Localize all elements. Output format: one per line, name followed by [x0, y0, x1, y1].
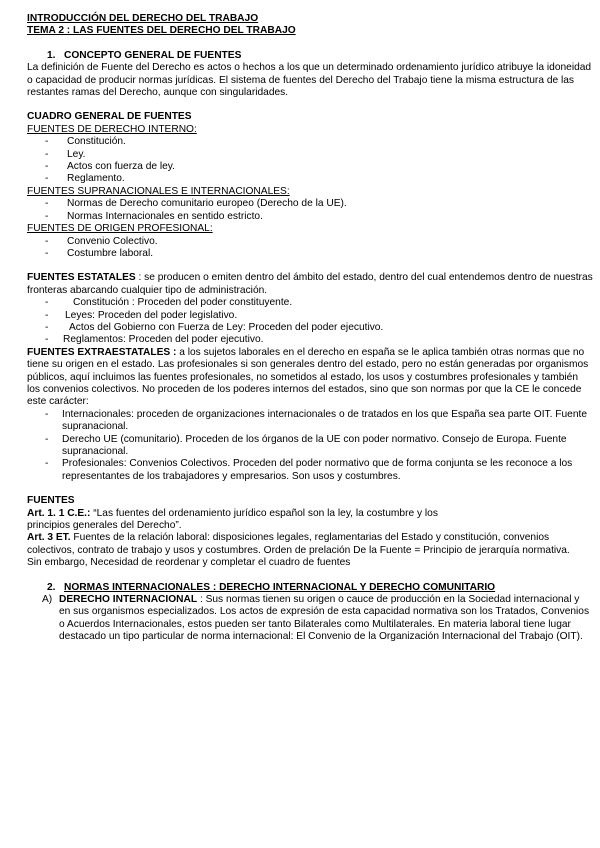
art-3-label: Art. 3 ET.	[27, 532, 71, 544]
art-1-label: Art. 1. 1 C.E.:	[27, 507, 91, 519]
list-item: - Costumbre laboral.	[27, 248, 593, 260]
list-item: - Ley.	[27, 149, 593, 161]
art-1-text-continued: principios generales del Derecho”.	[27, 520, 182, 532]
section-2-heading	[27, 582, 593, 594]
art-3-text: Fuentes de la relación laboral: disposiciones legales, reglamentarias del Estado y constitución, convenios colectivos, contrato de trabajo y usos y costumbres. Orden de prelación De la Fuente = Principio de jerarquía normativa.	[27, 532, 570, 556]
cuadro-title: CUADRO GENERAL DE FUENTES	[27, 111, 192, 123]
group-heading-interno: FUENTES DE DERECHO INTERNO:	[27, 123, 197, 135]
art-3-paragraph	[27, 532, 593, 557]
section-1-title: CONCEPTO GENERAL DE FUENTES	[64, 49, 242, 61]
section-1-body: La definición de Fuente del Derecho es actos o hechos a los que un determinado ordenamiento jurídico atribuye la idoneidad o capacidad de producir normas jurídicas. El sistema de fuentes del Derecho del Trabajo tiene la misma estructura de las restantes ramas del Derecho, aunque con singularidades.	[27, 62, 592, 99]
list-item: - Derecho UE (comunitario). Proceden de los órganos de la UE con poder normativo. Consejo de Europa. Fuente supranacional.	[27, 434, 593, 459]
art-1-paragraph	[27, 508, 593, 520]
group-list-interno	[27, 136, 593, 186]
extraestatales-paragraph	[27, 347, 593, 409]
derecho-internacional-label: DERECHO INTERNACIONAL	[59, 594, 198, 606]
group-heading-profesional: FUENTES DE ORIGEN PROFESIONAL:	[27, 223, 213, 235]
list-item: - Constitución.	[27, 136, 593, 148]
item-marker: A)	[42, 594, 53, 606]
course-title: INTRODUCCIÓN DEL DERECHO DEL TRABAJO	[27, 13, 259, 24]
group-heading-supranacionales: FUENTES SUPRANACIONALES E INTERNACIONALES:	[27, 185, 290, 197]
list-item: - Normas de Derecho comunitario europeo (Derecho de la UE).	[27, 198, 593, 210]
estatales-label: FUENTES ESTATALES	[27, 272, 136, 284]
fuentes-closing: Sin embargo, Necesidad de reordenar y completar el cuadro de fuentes	[27, 557, 351, 569]
extraestatales-label: FUENTES EXTRAESTATALES :	[27, 346, 177, 358]
estatales-paragraph	[27, 272, 593, 297]
estatales-list	[27, 297, 593, 347]
section-2-list	[27, 594, 593, 644]
list-item: - Constitución : Proceden del poder constituyente.	[27, 297, 593, 309]
extraestatales-list	[27, 409, 593, 483]
section-2-number: 2.	[47, 581, 56, 593]
list-item: - Internacionales: proceden de organizaciones internacionales o de tratados en los que España sea parte OIT. Fuente supranacional.	[27, 409, 593, 434]
list-item: - Reglamentos: Proceden del poder ejecutivo.	[27, 334, 593, 346]
group-list-supranacionales	[27, 198, 593, 223]
section-1-heading	[27, 50, 593, 62]
list-item: - Convenio Colectivo.	[27, 236, 593, 248]
topic-title: TEMA 2 : LAS FUENTES DEL DERECHO DEL TRABAJO	[27, 25, 296, 37]
list-item: - Profesionales: Convenios Colectivos. Proceden del poder normativo que de forma conjunta se les reconoce a los representantes de los trabajadores y empresarios. Son usos y costumbres.	[27, 458, 593, 483]
art-1-text: “Las fuentes del ordenamiento jurídico español son la ley, la costumbre y los	[90, 507, 438, 519]
section-1-number: 1.	[47, 49, 56, 61]
section-2-title: NORMAS INTERNACIONALES : DERECHO INTERNACIONAL Y DERECHO COMUNITARIO	[64, 581, 496, 593]
extraestatales-text: a los sujetos laborales en el derecho en españa se le aplica también otras normas que no tiene su origen en el estado. Las profesionales si son generales dentro del estado, pero no están generadas por organismos públicos, aquí incluimos las fuentes profesionales, no sometidos al estado, los usos y costumbres profesionales y también los convenios colectivos. No proceden de los poderes internos del estados, sino que son normas por que la CE le concede este carácter:	[27, 346, 589, 408]
list-item: - Normas Internacionales en sentido estricto.	[27, 211, 593, 223]
list-item: - Leyes: Proceden del poder legislativo.	[27, 310, 593, 322]
list-item: - Actos del Gobierno con Fuerza de Ley: Proceden del poder ejecutivo.	[27, 322, 593, 334]
group-list-profesional	[27, 236, 593, 261]
document-page	[27, 13, 593, 644]
estatales-text: : se producen o emiten dentro del ámbito del estado, dentro del cual entendemos dentro de nuestras fronteras abarcando cualquier tipo de administración.	[27, 272, 593, 296]
derecho-internacional-text: : Sus normas tienen su origen o cauce de producción en la Sociedad internacional y en sus organismos especializados. Los actos de expresión de esta capacidad normativa son los Tratados, Convenios o Acuerdos Internacionales, estos pueden ser tanto Bilaterales como Multilaterales. En materia laboral tiene lugar destacado un tipo particular de norma internacional: El Convenio de la Organización Internacional del Trabajo (OIT).	[59, 594, 590, 643]
fuentes-title: FUENTES	[27, 495, 75, 507]
list-item: - Actos con fuerza de ley.	[27, 161, 593, 173]
list-item: - Reglamento.	[27, 173, 593, 185]
list-item	[27, 594, 593, 644]
